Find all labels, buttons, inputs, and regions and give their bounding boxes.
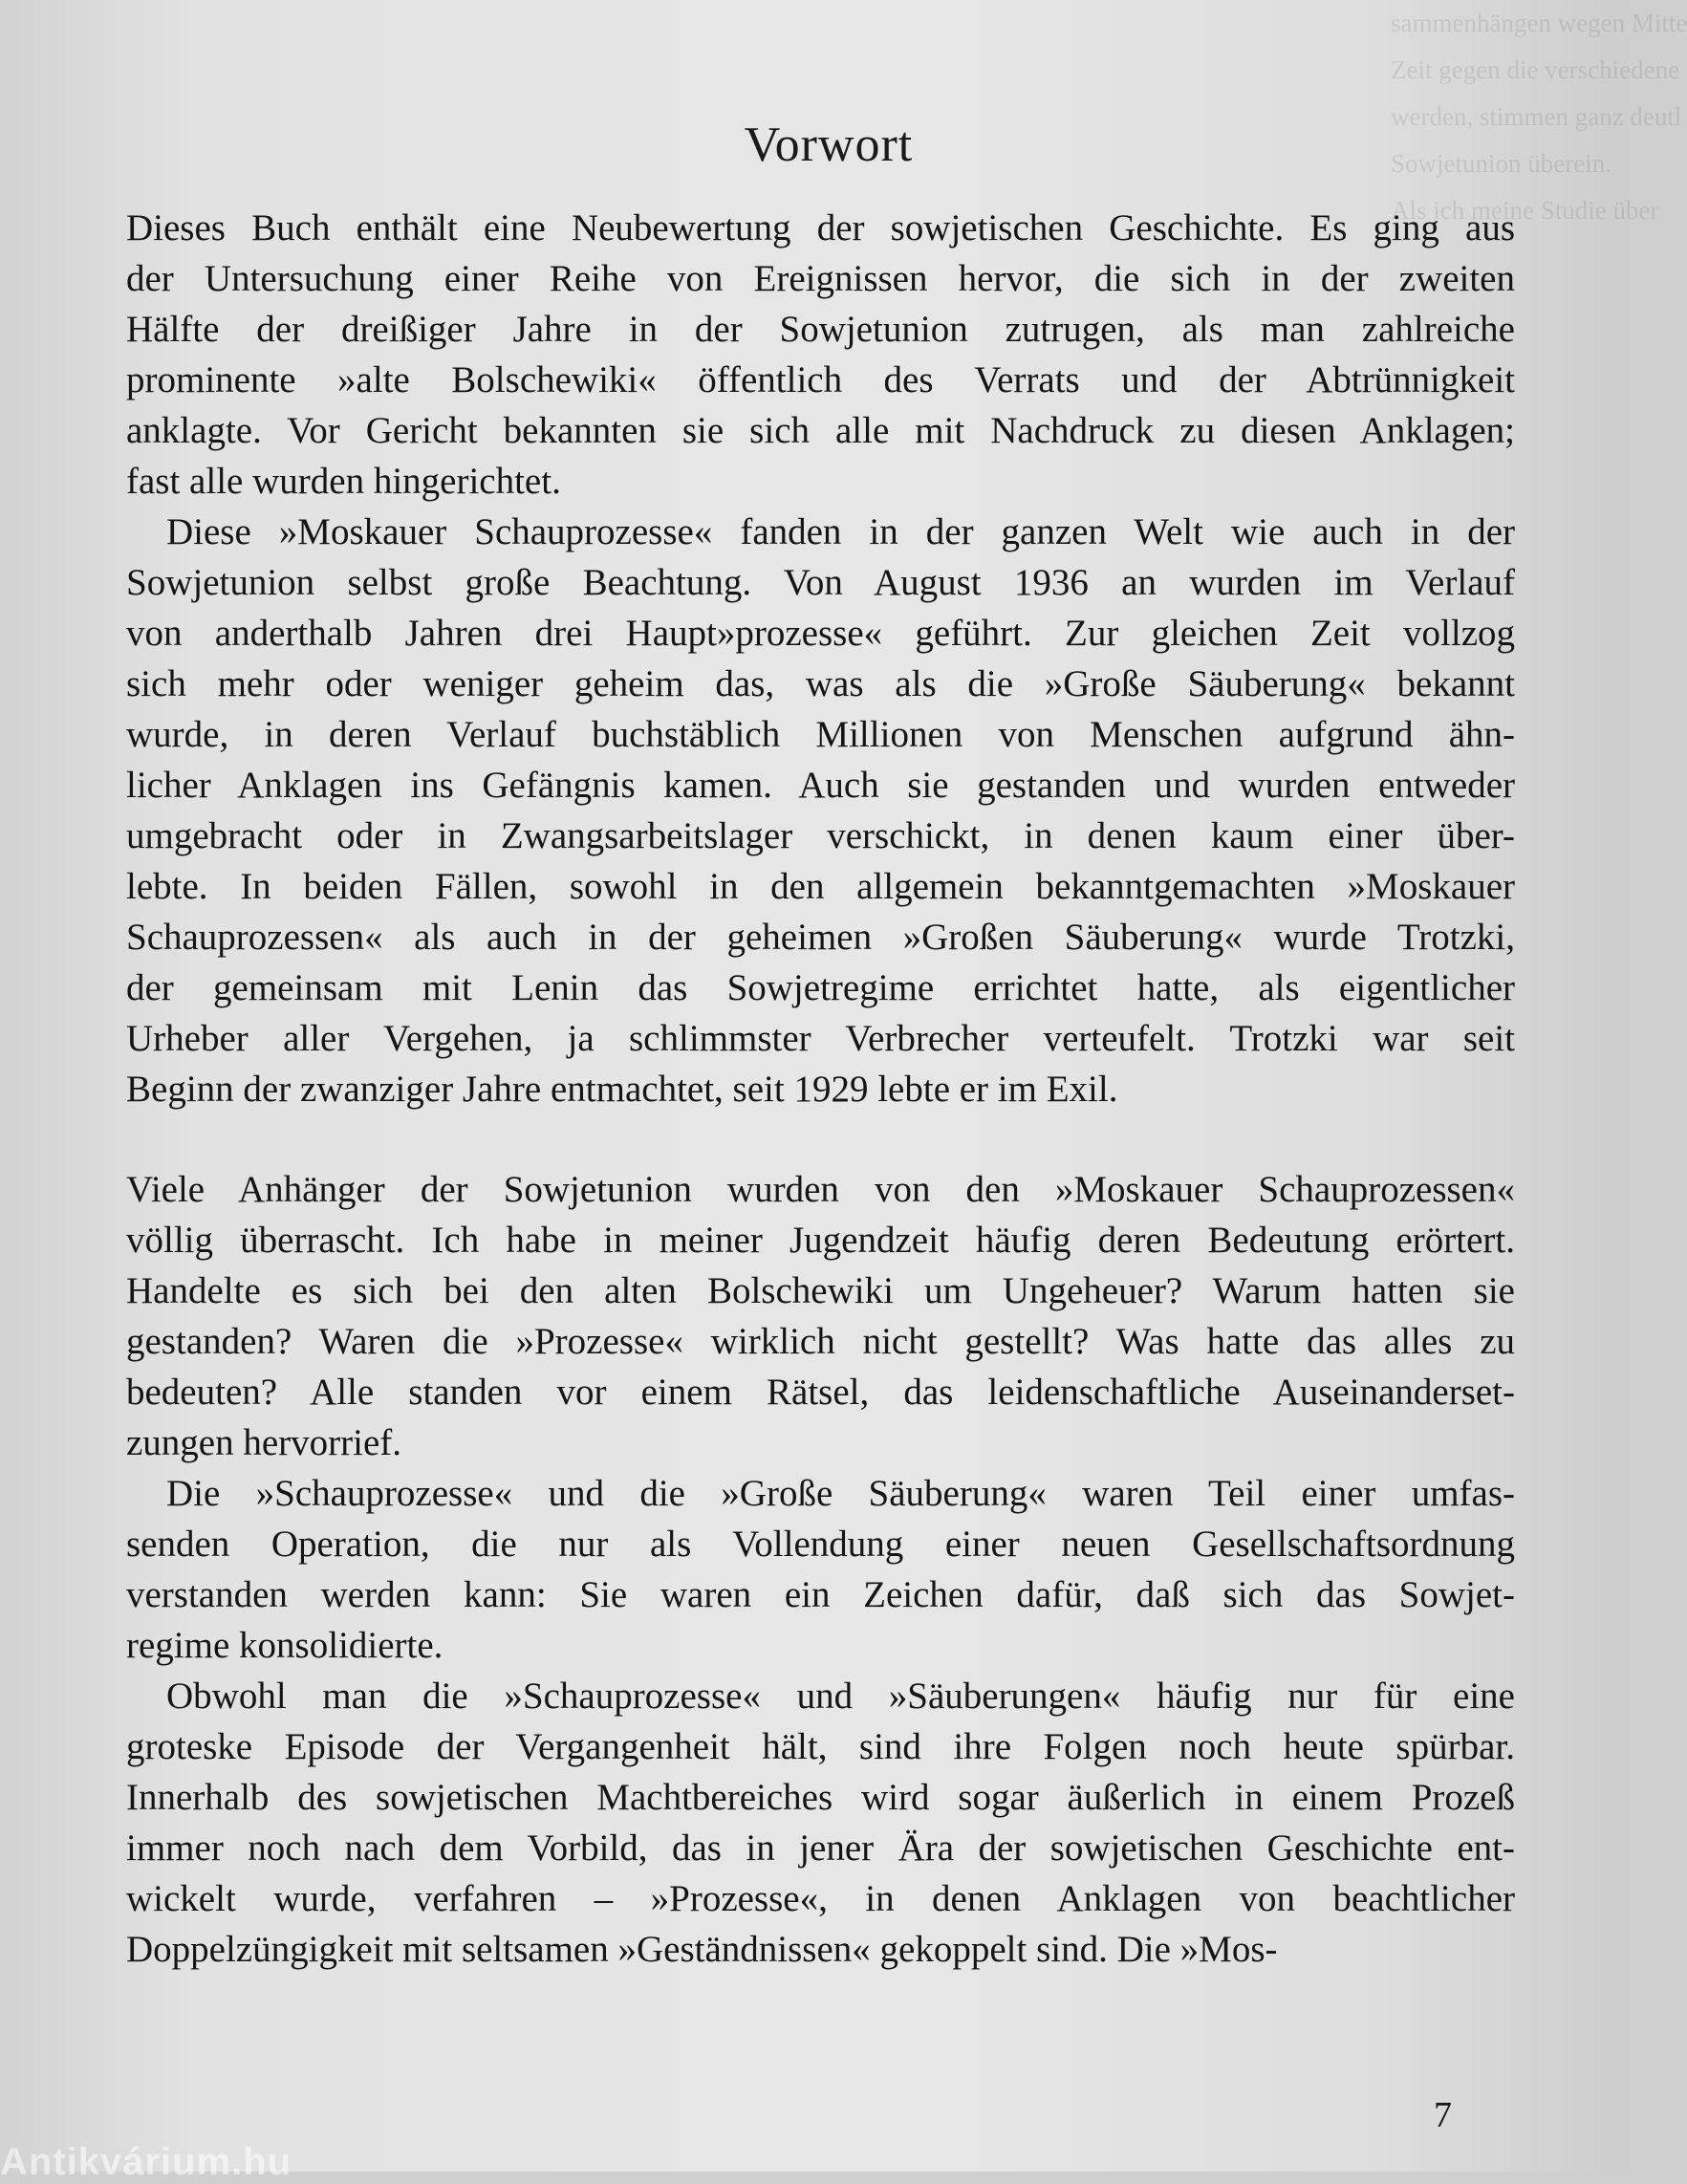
bleed-line: Sowjetunion überein. — [1391, 149, 1611, 178]
text-line: groteske Episode der Vergangenheit hält, sind ihre Folgen noch heute spürbar. — [126, 1726, 1515, 1767]
text-line: völlig überrascht. Ich habe in meiner Jugendzeit häufig deren Bedeutung erörtert. — [126, 1220, 1515, 1261]
text-line: wickelt wurde, verfahren – »Prozesse«, in denen Anklagen von beachtlicher — [126, 1878, 1515, 1919]
text-line: senden Operation, die nur als Vollendung einer neuen Gesellschaftsordnung — [126, 1524, 1515, 1565]
text-line: regime konsolidierte. — [126, 1625, 443, 1666]
text-line: gestanden? Waren die »Prozesse« wirklich nicht gestellt? Was hatte das alles zu — [126, 1321, 1515, 1362]
paragraph — [126, 1468, 1515, 1671]
text-line: Urheber aller Vergehen, ja schlimmster Verbrecher verteufelt. Trotzki war seit — [126, 1018, 1515, 1059]
text-line: der Untersuchung einer Reihe von Ereignissen hervor, die sich in der zweiten — [126, 258, 1515, 299]
text-line: Die »Schauprozesse« und die »Große Säuberung« waren Teil einer umfas- — [166, 1473, 1515, 1514]
paragraph — [126, 1164, 1515, 1468]
text-line: prominente »alte Bolschewiki« öffentlich des Verrats und der Abtrünnigkeit — [126, 359, 1515, 400]
text-line: verstanden werden kann: Sie waren ein Zeichen dafür, daß sich das Sowjet- — [126, 1574, 1515, 1615]
text-line: Beginn der zwanziger Jahre entmachtet, seit 1929 lebte er im Exil. — [126, 1069, 1118, 1110]
paragraph-gap — [126, 1114, 1515, 1164]
bleed-line: werden, stimmen ganz deutl — [1391, 102, 1682, 131]
text-line: Sowjetunion selbst große Beachtung. Von August 1936 an wurden im Verlauf — [126, 562, 1515, 603]
text-line: wurde, in deren Verlauf buchstäblich Millionen von Menschen aufgrund ähn- — [126, 714, 1515, 755]
text-line: lebte. In beiden Fällen, sowohl in den allgemein bekanntgemachten »Moskauer — [126, 866, 1515, 907]
bleed-line: sammenhängen wegen Mitte — [1391, 9, 1687, 37]
text-line: immer noch nach dem Vorbild, das in jener Ära der sowjetischen Geschichte ent- — [126, 1827, 1515, 1869]
text-line: umgebracht oder in Zwangsarbeitslager verschickt, in denen kaum einer über- — [126, 815, 1515, 856]
text-line: Innerhalb des sowjetischen Machtbereiches wird sogar äußerlich in einem Prozeß — [126, 1777, 1515, 1818]
bleed-line: Zeit gegen die verschiedene — [1391, 55, 1680, 84]
text-line: Dieses Buch enthält eine Neubewertung der sowjetischen Geschichte. Es ging aus — [126, 207, 1515, 249]
text-line: Viele Anhänger der Sowjetunion wurden von den »Moskauer Schauprozessen« — [126, 1169, 1515, 1210]
page-title: Vorwort — [744, 118, 914, 172]
paragraph — [126, 1671, 1515, 1975]
body-text — [126, 203, 1515, 1975]
text-line: fast alle wurden hingerichtet. — [126, 461, 561, 502]
text-line: Obwohl man die »Schauprozesse« und »Säuberungen« häufig nur für eine — [166, 1676, 1515, 1717]
text-line: anklagte. Vor Gericht bekannten sie sich alle mit Nachdruck zu diesen Anklagen; — [126, 410, 1515, 451]
paragraph — [126, 507, 1515, 1114]
page-number: 7 — [1434, 2095, 1452, 2135]
text-line: Schauprozessen« als auch in der geheimen »Großen Säuberung« wurde Trotzki, — [126, 917, 1515, 958]
text-line: licher Anklagen ins Gefängnis kamen. Auch sie gestanden und wurden entweder — [126, 765, 1515, 806]
text-line: von anderthalb Jahren drei Haupt»prozesse« geführt. Zur gleichen Zeit vollzog — [126, 613, 1515, 654]
paragraph — [126, 203, 1515, 507]
text-line: bedeuten? Alle standen vor einem Rätsel, das leidenschaftliche Auseinanderset- — [126, 1372, 1515, 1413]
text-line: Handelte es sich bei den alten Bolschewiki um Ungeheuer? Warum hatten sie — [126, 1270, 1515, 1311]
text-line: Doppelzüngigkeit mit seltsamen »Geständnissen« gekoppelt sind. Die »Mos- — [126, 1929, 1278, 1970]
text-line: sich mehr oder weniger geheim das, was als die »Große Säuberung« bekannt — [126, 663, 1515, 704]
bleed-line: Als ich meine Studie über — [1391, 196, 1659, 225]
text-line: Hälfte der dreißiger Jahre in der Sowjetunion zutrugen, als man zahlreiche — [126, 309, 1515, 350]
watermark: Antikvárium.hu — [0, 2141, 292, 2183]
text-line: Diese »Moskauer Schauprozesse« fanden in der ganzen Welt wie auch in der — [166, 511, 1515, 552]
text-line: der gemeinsam mit Lenin das Sowjetregime errichtet hatte, als eigentlicher — [126, 967, 1515, 1008]
text-line: zungen hervorrief. — [126, 1422, 402, 1463]
